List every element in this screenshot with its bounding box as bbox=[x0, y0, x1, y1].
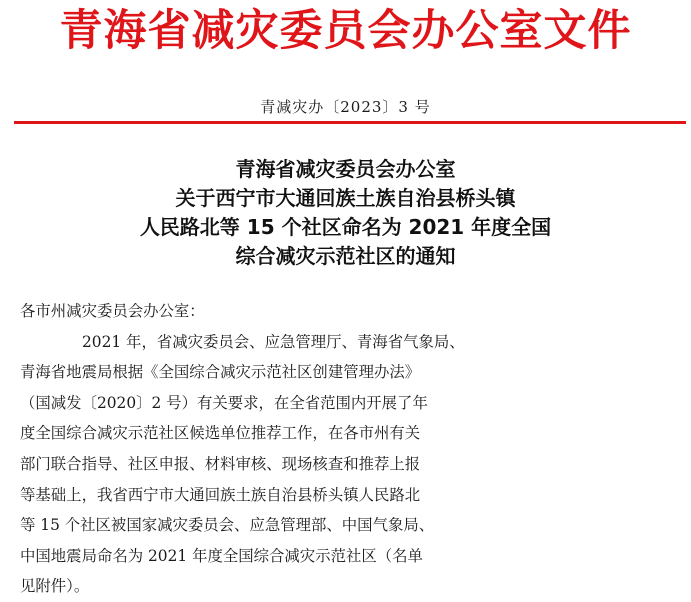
document-number: 青减灾办〔2023〕3 号 bbox=[260, 98, 431, 116]
title-line: 关于西宁市大通回族土族自治县桥头镇 bbox=[175, 186, 516, 210]
salutation: 各市州减灾委员会办公室： bbox=[20, 302, 205, 320]
title-line: 青海省减灾委员会办公室 bbox=[235, 157, 456, 181]
document-title bbox=[0, 155, 691, 271]
body-line: 中国地震局命名为 2021 年度全国综合减灾示范社区（名单 bbox=[20, 546, 423, 565]
title-line: 综合减灾示范社区的通知 bbox=[235, 244, 456, 268]
body-line: 2021 年，省减灾委员会、应急管理厅、青海省气象局、 bbox=[82, 332, 465, 351]
red-divider-line bbox=[14, 121, 686, 124]
document-body bbox=[20, 296, 682, 602]
body-line: 见附件）。 bbox=[20, 577, 90, 596]
body-line: （国减发〔2020〕2 号）有关要求，在全省范围内开展了年 bbox=[20, 393, 428, 412]
body-line: 等基础上，我省西宁市大通回族土族自治县桥头镇人民路北 bbox=[20, 485, 421, 504]
body-line: 等 15 个社区被国家减灾委员会、应急管理部、中国气象局、 bbox=[20, 516, 435, 535]
body-line: 青海省地震局根据《全国综合减灾示范社区创建管理办法》 bbox=[20, 363, 421, 382]
document-masthead: 青海省减灾委员会办公室文件 bbox=[59, 6, 632, 56]
title-line: 人民路北等 15 个社区命名为 2021 年度全国 bbox=[139, 215, 552, 239]
body-line: 部门联合指导、社区申报、材料审核、现场核查和推荐上报 bbox=[20, 454, 421, 473]
body-line: 度全国综合减灾示范社区候选单位推荐工作，在各市州有关 bbox=[20, 424, 421, 443]
